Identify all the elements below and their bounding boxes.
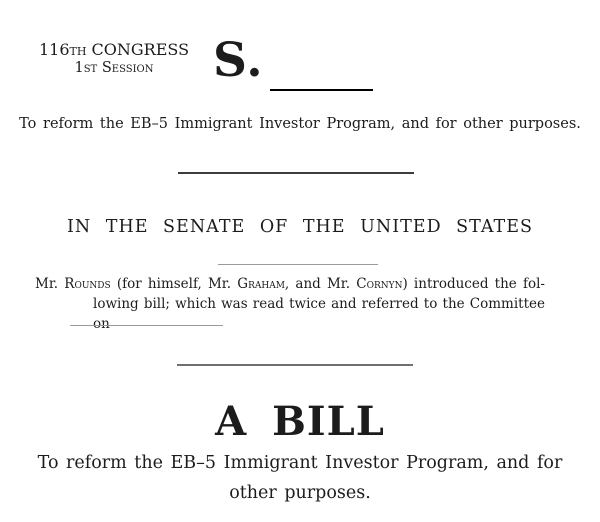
sponsor-text: lowing bill; which was read twice and referred to the Committee on <box>93 296 545 332</box>
senator-name: Cornyn <box>356 276 403 292</box>
sponsor-text: Mr. <box>35 276 65 292</box>
short-title: To reform the EB–5 Immigrant Investor Program, and for other purposes. <box>19 116 581 132</box>
session-label: Session <box>101 60 154 76</box>
session-ordinal: st <box>83 60 98 76</box>
sponsor-text: ) introduced the fol- <box>402 276 545 292</box>
congress-line <box>38 42 190 58</box>
sponsor-line <box>93 294 545 334</box>
bill-heading: A BILL <box>215 398 385 445</box>
sponsor-text: , and Mr. <box>284 276 357 292</box>
sponsor-text: (for himself, Mr. <box>110 276 238 292</box>
long-title-line-1: To reform the EB–5 Immigrant Investor Program, and for <box>37 453 563 473</box>
sponsor-line <box>35 274 545 294</box>
committee-blank-line <box>70 325 223 326</box>
long-title-line-2: other purposes. <box>229 483 371 503</box>
date-blank-line <box>218 264 378 265</box>
horizontal-rule-bottom <box>177 364 413 366</box>
congress-label: CONGRESS <box>91 40 190 59</box>
horizontal-rule-top <box>178 172 414 174</box>
session-line <box>38 61 190 76</box>
senator-name: Rounds <box>64 276 111 292</box>
congress-number: 116 <box>38 40 70 59</box>
long-title <box>0 448 600 508</box>
senator-name: Graham <box>237 276 285 292</box>
congress-session-block <box>38 42 190 76</box>
bill-number-blank-line <box>270 89 373 91</box>
bill-type-designator: S. <box>213 33 264 88</box>
chamber-heading: IN THE SENATE OF THE UNITED STATES <box>67 217 533 237</box>
session-number: 1 <box>74 60 84 76</box>
congress-ordinal: th <box>69 40 87 59</box>
